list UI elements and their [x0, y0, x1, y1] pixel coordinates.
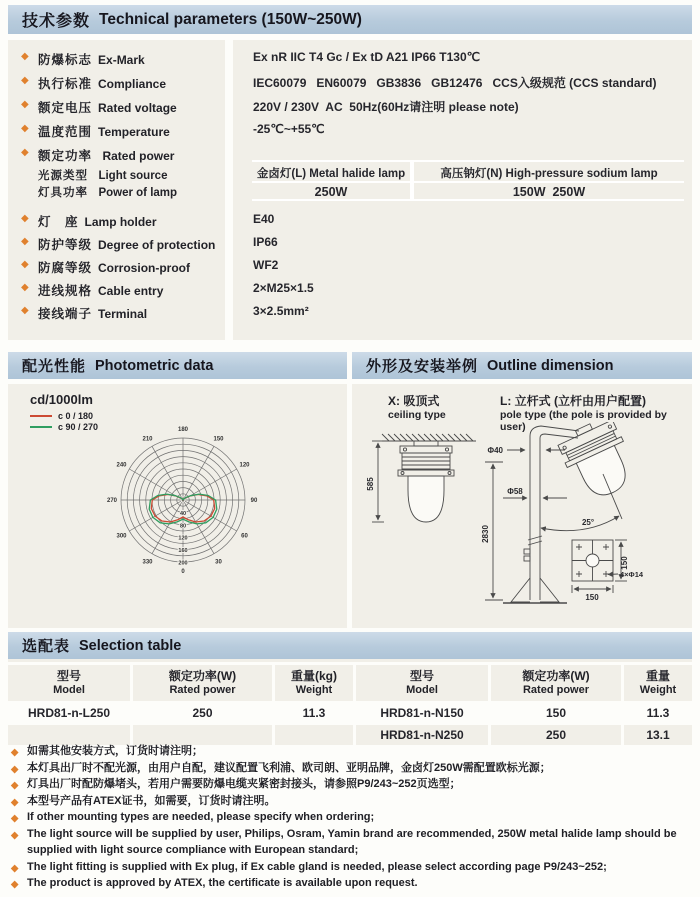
photometric-polar-chart	[8, 416, 347, 628]
param-row	[8, 98, 692, 122]
selection-header-cell	[275, 665, 353, 701]
mini-table-col1-value: 250W	[314, 185, 348, 199]
rated-power-label-cn: 额定功率	[38, 149, 93, 163]
cell-value: HRD81-n-N150	[380, 706, 464, 720]
param-label	[8, 74, 233, 98]
param-value: Ex nR IIC T4 Gc / Ex tD A21 IP66 T130℃	[253, 50, 481, 64]
polar-angle-label: 240	[116, 462, 127, 469]
note-text: 灯具出厂时配防爆堵头，若用户需要防爆电缆夹紧密封接头，请参照P9/243~252页选型；	[27, 778, 461, 790]
photometric-unit-label: cd/1000lm	[30, 392, 93, 407]
cell-value: 13.1	[646, 728, 670, 742]
section-title-en: Outline dimension	[487, 357, 614, 374]
header-label-cn: 型号	[409, 668, 434, 683]
dim-phi58: Φ58	[507, 487, 523, 496]
param-label-en: Rated voltage	[98, 101, 177, 115]
param-value: WF2	[253, 258, 279, 272]
photometric-panel	[8, 384, 347, 628]
header-label-en: Weight	[295, 683, 333, 696]
polar-angle-label: 150	[213, 436, 224, 443]
param-value: IP66	[253, 235, 278, 249]
bullet-diamond-icon: ◆	[21, 99, 29, 110]
param-label-en: Terminal	[98, 307, 148, 321]
bullet-diamond-icon: ◆	[21, 282, 29, 293]
cell-value: 250	[545, 728, 567, 742]
section-header-selection	[8, 632, 692, 659]
selection-data-cell	[491, 725, 621, 745]
cell-value: 150	[545, 706, 567, 720]
selection-data-cell	[275, 725, 353, 745]
ceiling-type-code: X: 吸顶式	[388, 394, 440, 408]
param-row	[8, 258, 692, 281]
selection-header-cell	[8, 665, 130, 701]
param-label-en: Cable entry	[98, 284, 164, 298]
selection-table-row	[356, 703, 692, 723]
note-item	[10, 793, 692, 810]
section-title-cn: 选配表	[22, 638, 71, 655]
mini-table-col2-header: 高压钠灯(N) High-pressure sodium lamp	[440, 168, 658, 180]
polar-angle-label: 210	[142, 436, 153, 443]
dim-base-150-bottom: 150	[585, 593, 599, 602]
param-row	[8, 50, 692, 74]
header-label-en: Rated power	[169, 683, 236, 696]
param-label-en: Ex-Mark	[98, 53, 145, 67]
param-label-cn: 进线规格	[38, 284, 93, 298]
param-row	[8, 122, 692, 146]
polar-radial-label: 0	[181, 497, 185, 504]
power-of-lamp-label-cn: 灯具功率	[38, 187, 88, 199]
polar-angle-label: 30	[215, 559, 222, 566]
polar-radial-label: 160	[178, 548, 188, 555]
selection-data-cell	[275, 703, 353, 723]
selection-data-cell	[624, 703, 692, 723]
note-text: The light fitting is supplied with Ex plug, if Ex cable gland is needed, please select according page P9/243~252;	[27, 860, 607, 873]
legend-label: c 0 / 180	[58, 411, 94, 421]
cell-value: 11.3	[646, 706, 670, 720]
rated-power-block	[8, 146, 692, 210]
param-row	[8, 281, 692, 304]
selection-data-cell	[8, 725, 130, 745]
bullet-diamond-icon: ◆	[21, 147, 29, 158]
bullet-diamond-icon: ◆	[11, 879, 19, 890]
bullet-diamond-icon: ◆	[11, 763, 19, 775]
section-title-en: Technical parameters (150W~250W)	[99, 10, 362, 28]
header-label-en: Model	[406, 683, 438, 696]
param-label	[8, 281, 233, 304]
section-title-en: Photometric data	[95, 357, 214, 374]
section-header-outline	[352, 352, 692, 379]
bullet-diamond-icon: ◆	[21, 236, 29, 247]
polar-angle-label: 60	[241, 533, 248, 540]
param-value: -25℃~+55℃	[253, 122, 325, 136]
bullet-diamond-icon: ◆	[11, 813, 19, 824]
mini-table-col2-value: 150W 250W	[512, 185, 586, 199]
param-label-cn: 防爆标志	[38, 53, 93, 67]
header-label-cn: 额定功率(W)	[168, 668, 237, 683]
polar-angle-label: 270	[106, 498, 118, 505]
polar-angle-label: 90	[250, 498, 258, 505]
mini-table-col1-header: 金卤灯(L) Metal halide lamp	[256, 168, 406, 180]
light-source-label-cn: 光源类型	[38, 170, 88, 182]
selection-table	[8, 665, 353, 745]
selection-tables	[8, 665, 692, 747]
header-label-cn: 额定功率(W)	[522, 668, 590, 683]
pole-type-drawing	[445, 422, 690, 627]
param-label-cn: 灯 座	[38, 215, 79, 229]
param-label	[8, 235, 233, 258]
section-title-cn: 外形及安装举例	[366, 358, 479, 375]
pole-type-desc: pole type (the pole is provided by user)	[500, 409, 667, 433]
note-item	[10, 875, 692, 892]
note-text: The product is approved by ATEX, the certificate is available upon request.	[27, 877, 418, 889]
param-label-cn: 执行标准	[38, 77, 93, 91]
param-value: IEC60079 EN60079 GB3836 GB12476 CCS入级规范 (CCS standard)	[253, 76, 657, 90]
selection-data-cell	[8, 703, 130, 723]
param-label	[8, 98, 233, 122]
polar-spoke	[181, 497, 237, 531]
pole-type-code: L: 立杆式 (立杆由用户配置)	[500, 394, 646, 408]
selection-table-row	[356, 725, 692, 745]
power-of-lamp-label-en: Power of lamp	[98, 187, 178, 199]
param-value: 220V / 230V AC 50Hz(60Hz请注明 please note)	[253, 100, 519, 114]
param-row	[8, 74, 692, 98]
selection-data-cell	[356, 725, 488, 745]
selection-table-top-strip	[8, 659, 692, 662]
cell-value: HRD81-n-N250	[380, 728, 464, 742]
selection-data-cell	[624, 725, 692, 745]
lamp-power-mini-table	[252, 160, 684, 201]
param-label-cn: 额定电压	[38, 101, 93, 115]
section-title-cn: 技术参数	[22, 13, 91, 30]
polar-angle-label: 120	[239, 462, 250, 469]
polar-spoke	[152, 446, 183, 500]
param-label-cn: 温度范围	[38, 125, 93, 139]
selection-data-cell	[356, 703, 488, 723]
selection-table-row	[8, 725, 353, 745]
dim-phi40: Φ40	[487, 446, 503, 455]
selection-table-header-row	[8, 665, 353, 701]
selection-table-row	[8, 703, 353, 723]
bullet-diamond-icon: ◆	[21, 259, 29, 270]
note-item	[10, 776, 692, 793]
section-title-en: Selection table	[79, 637, 182, 654]
param-value: 2×M25×1.5	[253, 281, 314, 295]
note-item	[10, 760, 692, 777]
bullet-diamond-icon: ◆	[21, 75, 29, 86]
header-label-cn: 型号	[56, 668, 81, 683]
polar-angle-label: 0	[181, 569, 185, 576]
ceiling-type-label	[388, 392, 446, 421]
param-row	[8, 212, 692, 235]
polar-angle-label: 180	[177, 427, 189, 434]
header-label-cn: 重量(kg)	[291, 668, 337, 683]
bullet-diamond-icon: ◆	[11, 747, 19, 758]
param-label	[8, 258, 233, 281]
param-label	[8, 50, 233, 74]
param-value: 3×2.5mm²	[253, 304, 309, 318]
param-row	[8, 235, 692, 258]
selection-data-cell	[133, 725, 272, 745]
selection-table-header-row	[356, 665, 692, 701]
bullet-diamond-icon: ◆	[11, 780, 19, 791]
dim-585: 585	[366, 477, 375, 491]
selection-header-cell	[133, 665, 272, 701]
polar-angle-label: 300	[116, 533, 127, 540]
note-text: 本灯具出厂时不配光源，由用户自配，建议配置飞利浦、欧司朗、亚明品牌，金卤灯250W需配置欧标光源；	[27, 761, 551, 774]
selection-data-cell	[133, 703, 272, 723]
outline-panel	[352, 384, 692, 628]
param-row	[8, 304, 692, 327]
legend-label: c 90 / 270	[58, 422, 99, 432]
tech-rows-top	[8, 50, 692, 146]
polar-spoke	[183, 446, 214, 500]
dim-2830: 2830	[481, 525, 490, 543]
selection-header-cell	[491, 665, 621, 701]
polar-spoke	[129, 497, 185, 531]
note-item	[10, 859, 692, 876]
note-text: The light source will be supplied by user, Philips, Osram, Yamin brand are recommended, 250W metal halide lamp should be supplied with light source compliance with European standard;	[27, 827, 677, 856]
bullet-diamond-icon: ◆	[11, 796, 19, 808]
param-value: E40	[253, 212, 275, 226]
cell-value: 250	[192, 706, 213, 720]
param-label-en: Degree of protection	[98, 238, 216, 252]
cell-value: HRD81-n-L250	[27, 706, 111, 720]
bullet-diamond-icon: ◆	[21, 123, 29, 134]
section-header-technical	[8, 5, 692, 34]
polar-angle-label: 330	[142, 559, 153, 566]
polar-radial-label: 40	[179, 510, 187, 517]
bullet-diamond-icon: ◆	[11, 829, 19, 841]
param-label-en: Temperature	[98, 125, 170, 139]
param-label-en: Compliance	[98, 77, 167, 91]
bullet-diamond-icon: ◆	[21, 51, 29, 62]
polar-radial-label: 200	[178, 560, 188, 567]
note-item	[10, 809, 692, 826]
bullet-diamond-icon: ◆	[11, 862, 19, 874]
param-label	[8, 122, 233, 146]
dim-4xphi14: 4×Φ14	[620, 570, 644, 579]
notes-list	[10, 743, 692, 892]
light-source-label-en: Light source	[98, 170, 168, 182]
note-text: If other mounting types are needed, please specify when ordering;	[27, 811, 375, 823]
header-label-en: Weight	[639, 683, 677, 696]
section-title-cn: 配光性能	[22, 358, 87, 375]
tech-rows-bottom	[8, 212, 692, 327]
note-item	[10, 743, 692, 760]
note-text: 如需其他安装方式，订货时请注明；	[27, 745, 203, 757]
param-label	[8, 304, 233, 327]
dim-25deg: 25°	[581, 518, 595, 527]
note-item	[10, 826, 692, 859]
param-label-cn: 接线端子	[38, 307, 93, 321]
cell-value: 11.3	[302, 706, 326, 720]
dim-base-150-right: 150	[620, 556, 629, 570]
bullet-diamond-icon: ◆	[21, 305, 29, 316]
section-header-photometric	[8, 352, 347, 379]
polar-radial-label: 120	[178, 535, 188, 542]
selection-table	[356, 665, 692, 745]
param-label-en: Corrosion-proof	[98, 261, 191, 275]
selection-header-cell	[624, 665, 692, 701]
note-text: 本型号产品有ATEX证书，如需要，订货时请注明。	[27, 794, 276, 807]
selection-header-cell	[356, 665, 488, 701]
selection-data-cell	[491, 703, 621, 723]
ceiling-type-desc: ceiling type	[388, 409, 446, 421]
rated-power-label-en: Rated power	[102, 149, 175, 163]
header-label-cn: 重量	[645, 668, 670, 683]
bullet-diamond-icon: ◆	[21, 213, 29, 224]
header-label-en: Model	[53, 683, 85, 696]
polar-radial-label: 80	[179, 523, 187, 530]
param-label-cn: 防护等级	[38, 238, 93, 252]
header-label-en: Rated power	[522, 683, 589, 696]
param-label-en: Lamp holder	[84, 215, 157, 229]
param-label	[8, 212, 233, 235]
param-label-cn: 防腐等级	[38, 261, 93, 275]
